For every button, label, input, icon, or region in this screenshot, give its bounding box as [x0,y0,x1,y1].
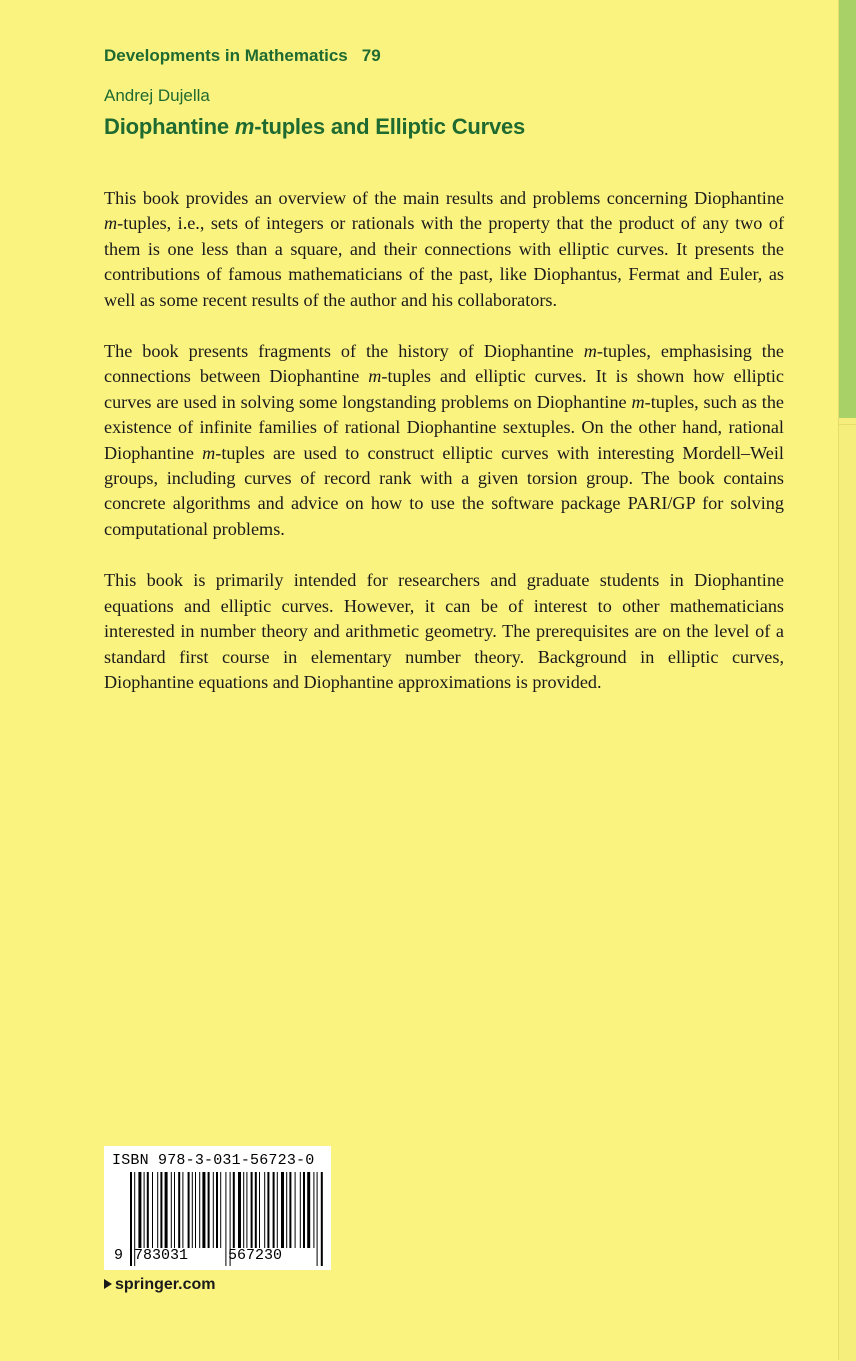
p1-m-0: m [104,213,118,234]
publisher-url: springer.com [115,1276,216,1293]
p1-text-1: -tuples, i.e., sets of integers or rationals with the property that the product of any two of them is one less than a square, and their connections with elliptic curves. It presents the contributions of famous mathematicians of the past, like Diophantus, Fermat and Euler, as well as some recent results of the author and his collaborators. [104,213,784,310]
arrow-right-icon [104,1279,112,1289]
spine-edge [838,0,856,1360]
paragraph-3: This book is primarily intended for researchers and graduate students in Diophantine equations and elliptic curves. However, it can be of interest to other mathematicians interested in number theory and arithmetic geometry. The prerequisites are on the level of a standard first course in elementary number theory. Background in elliptic curves, Diophantine equations and Diophantine approximations is provided. [104,570,784,692]
barcode-digit-lead: 9 [114,1247,124,1264]
publisher-link[interactable] [104,1276,215,1294]
barcode-digits-right: 567230 [228,1247,283,1264]
isbn-barcode [104,1146,331,1270]
p2-m-2: m [631,391,645,412]
blurb [104,186,784,721]
spine-accent-green [839,0,856,418]
spine-lower [839,424,856,1361]
book-title [104,114,525,140]
series-line [104,46,381,66]
p1-text-0: This book provides an overview of the main results and problems concerning Diophantine [104,188,784,208]
isbn-label: ISBN 978-3-031-56723-0 [112,1152,315,1169]
p2-text-1: -tuples, emphasising the connections between Diophantine [104,341,785,387]
p2-text-2: -tuples and elliptic curves. It is shown how elliptic curves are used in solving some longstanding problems on Diophantine [104,366,784,412]
p2-m-0: m [583,341,597,362]
p2-m-3: m [202,442,216,463]
title-m: m [234,114,255,139]
p2-text-4: -tuples are used to construct elliptic curves with interesting Mordell–Weil groups, including curves of record rank with a given torsion group. The book contains concrete algorithms and advice on how to use the software package PARI/GP for solving computational problems. [104,442,784,539]
series-volume: 79 [361,46,381,65]
p2-text-3: -tuples, such as the existence of infinite families of rational Diophantine sextuples. On the other hand, rational Diophantine [104,391,784,463]
paragraph-1 [104,186,784,313]
p2-m-1: m [368,366,382,387]
series-name: Developments in Mathematics [104,46,348,65]
p2-text-0: The book presents fragments of the history of Diophantine [104,341,584,362]
title-part-1: Diophantine [104,114,235,139]
barcode-digits-left: 783031 [134,1247,189,1264]
author-name: Andrej Dujella [104,86,210,105]
paragraph-2 [104,339,784,542]
title-part-2: -tuples and Elliptic Curves [254,114,526,139]
